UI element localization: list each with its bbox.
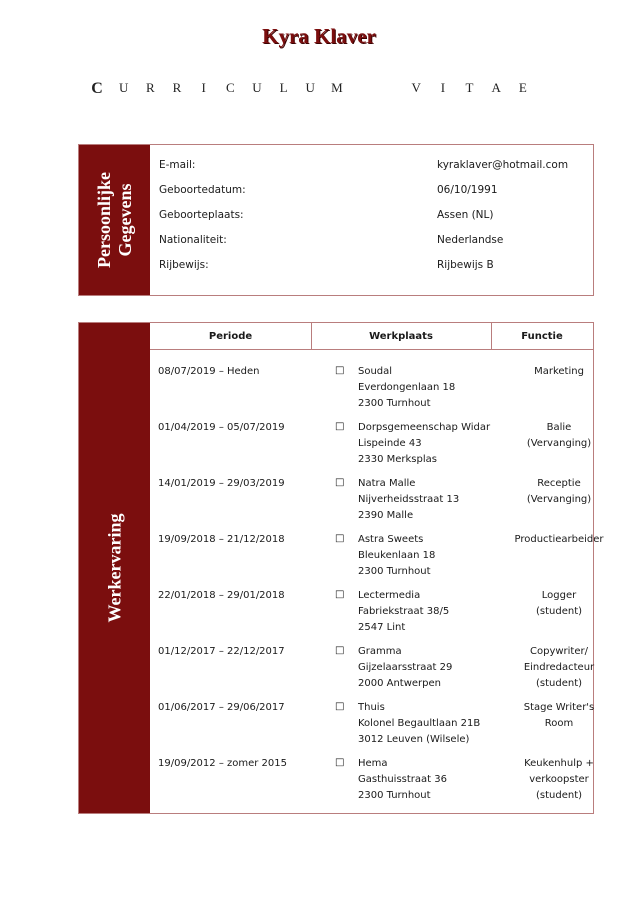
- job-function-line: Receptie: [537, 478, 581, 489]
- job-workplace-line: Lispeinde 43: [358, 438, 422, 449]
- cv-title-letter: C: [91, 80, 103, 97]
- job-workplace-line: Lectermedia: [358, 590, 421, 601]
- personal-detail-label: Geboorteplaats:: [159, 209, 244, 221]
- job-workplace-line: Bleukenlaan 18: [358, 550, 436, 561]
- job-workplace-line: Dorpsgemeenschap Widar: [358, 422, 491, 433]
- job-workplace: [358, 756, 447, 804]
- personal-detail-value: Nederlandse: [437, 234, 504, 246]
- job-function-line: Eindredacteur: [523, 662, 595, 673]
- job-function: [499, 644, 619, 692]
- job-workplace-line: Natra Malle: [358, 478, 416, 489]
- cv-title-letter: U: [252, 80, 262, 95]
- work-table-header: [150, 323, 593, 350]
- job-function-line: Keukenhulp +: [524, 758, 594, 769]
- work-section-title: Werkervaring: [104, 513, 124, 623]
- header-workplace: Werkplaats: [369, 331, 433, 342]
- job-function-line: (student): [535, 606, 583, 617]
- job-function-line: Stage Writer's: [523, 702, 595, 713]
- job-function-line: Balie: [546, 422, 572, 433]
- job-workplace: [358, 644, 452, 692]
- job-workplace: [358, 532, 435, 580]
- checkbox-bullet-icon: □: [335, 477, 345, 488]
- personal-section-banner: [79, 145, 150, 295]
- cv-title-letter: E: [518, 80, 527, 95]
- job-workplace-line: 2300 Turnhout: [358, 566, 431, 577]
- personal-detail-label: Rijbewijs:: [159, 259, 209, 271]
- personal-details-section: [78, 144, 594, 296]
- job-workplace-line: 2300 Turnhout: [358, 790, 431, 801]
- job-function-line: (Vervanging): [526, 494, 592, 505]
- personal-detail-row: [159, 234, 593, 254]
- personal-detail-row: [159, 159, 593, 179]
- cv-title-letter: U: [305, 80, 315, 95]
- job-function: [499, 700, 619, 732]
- job-workplace-line: 2300 Turnhout: [358, 398, 431, 409]
- cv-title-letter: U: [118, 80, 129, 95]
- job-function-line: Marketing: [534, 366, 584, 377]
- job-function-line: (Vervanging): [526, 438, 592, 449]
- personal-detail-value: kyraklaver@hotmail.com: [437, 159, 569, 171]
- job-period: 01/04/2019 – 05/07/2019: [158, 422, 285, 433]
- job-workplace-line: Kolonel Begaultlaan 21B: [358, 718, 481, 729]
- job-workplace-line: Gramma: [358, 646, 402, 657]
- checkbox-bullet-icon: □: [335, 365, 345, 376]
- job-workplace-line: Astra Sweets: [358, 534, 424, 545]
- job-workplace: [358, 476, 459, 524]
- cv-title-gap: [357, 80, 397, 98]
- job-workplace-line: Everdongenlaan 18: [358, 382, 456, 393]
- job-function: [499, 364, 619, 380]
- job-workplace-line: Nijverheidsstraat 13: [358, 494, 460, 505]
- job-workplace-line: 3012 Leuven (Wilsele): [358, 734, 470, 745]
- job-function: [499, 588, 619, 620]
- job-period: 19/09/2012 – zomer 2015: [158, 758, 287, 769]
- job-function-line: Copywriter/: [530, 646, 588, 657]
- cv-title-letter: C: [225, 80, 235, 95]
- cv-title-letter: I: [440, 80, 446, 95]
- job-workplace-line: Gasthuisstraat 36: [358, 774, 447, 785]
- personal-detail-label: E-mail:: [159, 159, 196, 171]
- checkbox-bullet-icon: □: [335, 701, 345, 712]
- curriculum-vitae-title: [90, 80, 530, 98]
- job-function-line: verkoopster: [529, 774, 589, 785]
- job-period: 22/01/2018 – 29/01/2018: [158, 590, 285, 601]
- job-period: 01/12/2017 – 22/12/2017: [158, 646, 285, 657]
- personal-detail-value: Rijbewijs B: [437, 259, 494, 271]
- work-section-banner: [79, 323, 150, 813]
- job-workplace-line: 2330 Merksplas: [358, 454, 437, 465]
- cv-title-letter: R: [145, 80, 155, 95]
- job-workplace: [358, 420, 490, 468]
- job-function: [499, 420, 619, 452]
- job-function: [499, 476, 619, 508]
- job-period: 19/09/2018 – 21/12/2018: [158, 534, 285, 545]
- personal-section-title-line2: Gegevens: [114, 183, 135, 257]
- cv-title-letter: I: [201, 80, 206, 95]
- personal-detail-value: 06/10/1991: [437, 184, 498, 196]
- personal-detail-value: Assen (NL): [437, 209, 494, 221]
- job-workplace: [358, 588, 449, 636]
- work-experience-section: [78, 322, 604, 814]
- personal-detail-row: [159, 184, 593, 204]
- cv-title-letter: A: [491, 80, 501, 95]
- header-period: Periode: [208, 331, 253, 342]
- job-period: 14/01/2019 – 29/03/2019: [158, 478, 285, 489]
- job-function-line: Productiearbeider: [514, 534, 604, 545]
- checkbox-bullet-icon: □: [335, 757, 345, 768]
- checkbox-bullet-icon: □: [335, 589, 345, 600]
- cv-title-letter: M: [331, 80, 343, 95]
- job-workplace-line: Gijzelaarsstraat 29: [358, 662, 453, 673]
- job-workplace-line: Thuis: [358, 702, 385, 713]
- job-period: 01/06/2017 – 29/06/2017: [158, 702, 285, 713]
- job-workplace-line: 2390 Malle: [358, 510, 414, 521]
- job-workplace: [358, 700, 480, 748]
- job-function-line: (student): [535, 678, 583, 689]
- job-function-line: Logger: [541, 590, 577, 601]
- personal-detail-row: [159, 259, 593, 279]
- personal-detail-row: [159, 209, 593, 229]
- cv-title-letter: V: [411, 80, 421, 95]
- cv-title-letter: R: [172, 80, 182, 95]
- job-workplace-line: Soudal: [358, 366, 393, 377]
- personal-detail-label: Geboortedatum:: [159, 184, 246, 196]
- cv-title-letter: T: [465, 80, 474, 95]
- job-function-line: (student): [535, 790, 583, 801]
- cv-name-heading: Kyra Klaver: [262, 24, 376, 48]
- job-period: 08/07/2019 – Heden: [158, 366, 260, 377]
- job-function-line: Room: [544, 718, 574, 729]
- personal-section-title-line1: Persoonlijke: [93, 172, 114, 268]
- personal-detail-label: Nationaliteit:: [159, 234, 227, 246]
- checkbox-bullet-icon: □: [335, 645, 345, 656]
- job-function: [499, 756, 619, 804]
- header-function: Functie: [521, 331, 563, 342]
- job-workplace-line: Hema: [358, 758, 388, 769]
- checkbox-bullet-icon: □: [335, 533, 345, 544]
- checkbox-bullet-icon: □: [335, 421, 345, 432]
- cv-title-letter: L: [279, 80, 288, 95]
- job-workplace: [358, 364, 455, 412]
- job-workplace-line: 2000 Antwerpen: [358, 678, 442, 689]
- job-function: [499, 532, 619, 548]
- job-workplace-line: Fabriekstraat 38/5: [358, 606, 450, 617]
- job-workplace-line: 2547 Lint: [358, 622, 406, 633]
